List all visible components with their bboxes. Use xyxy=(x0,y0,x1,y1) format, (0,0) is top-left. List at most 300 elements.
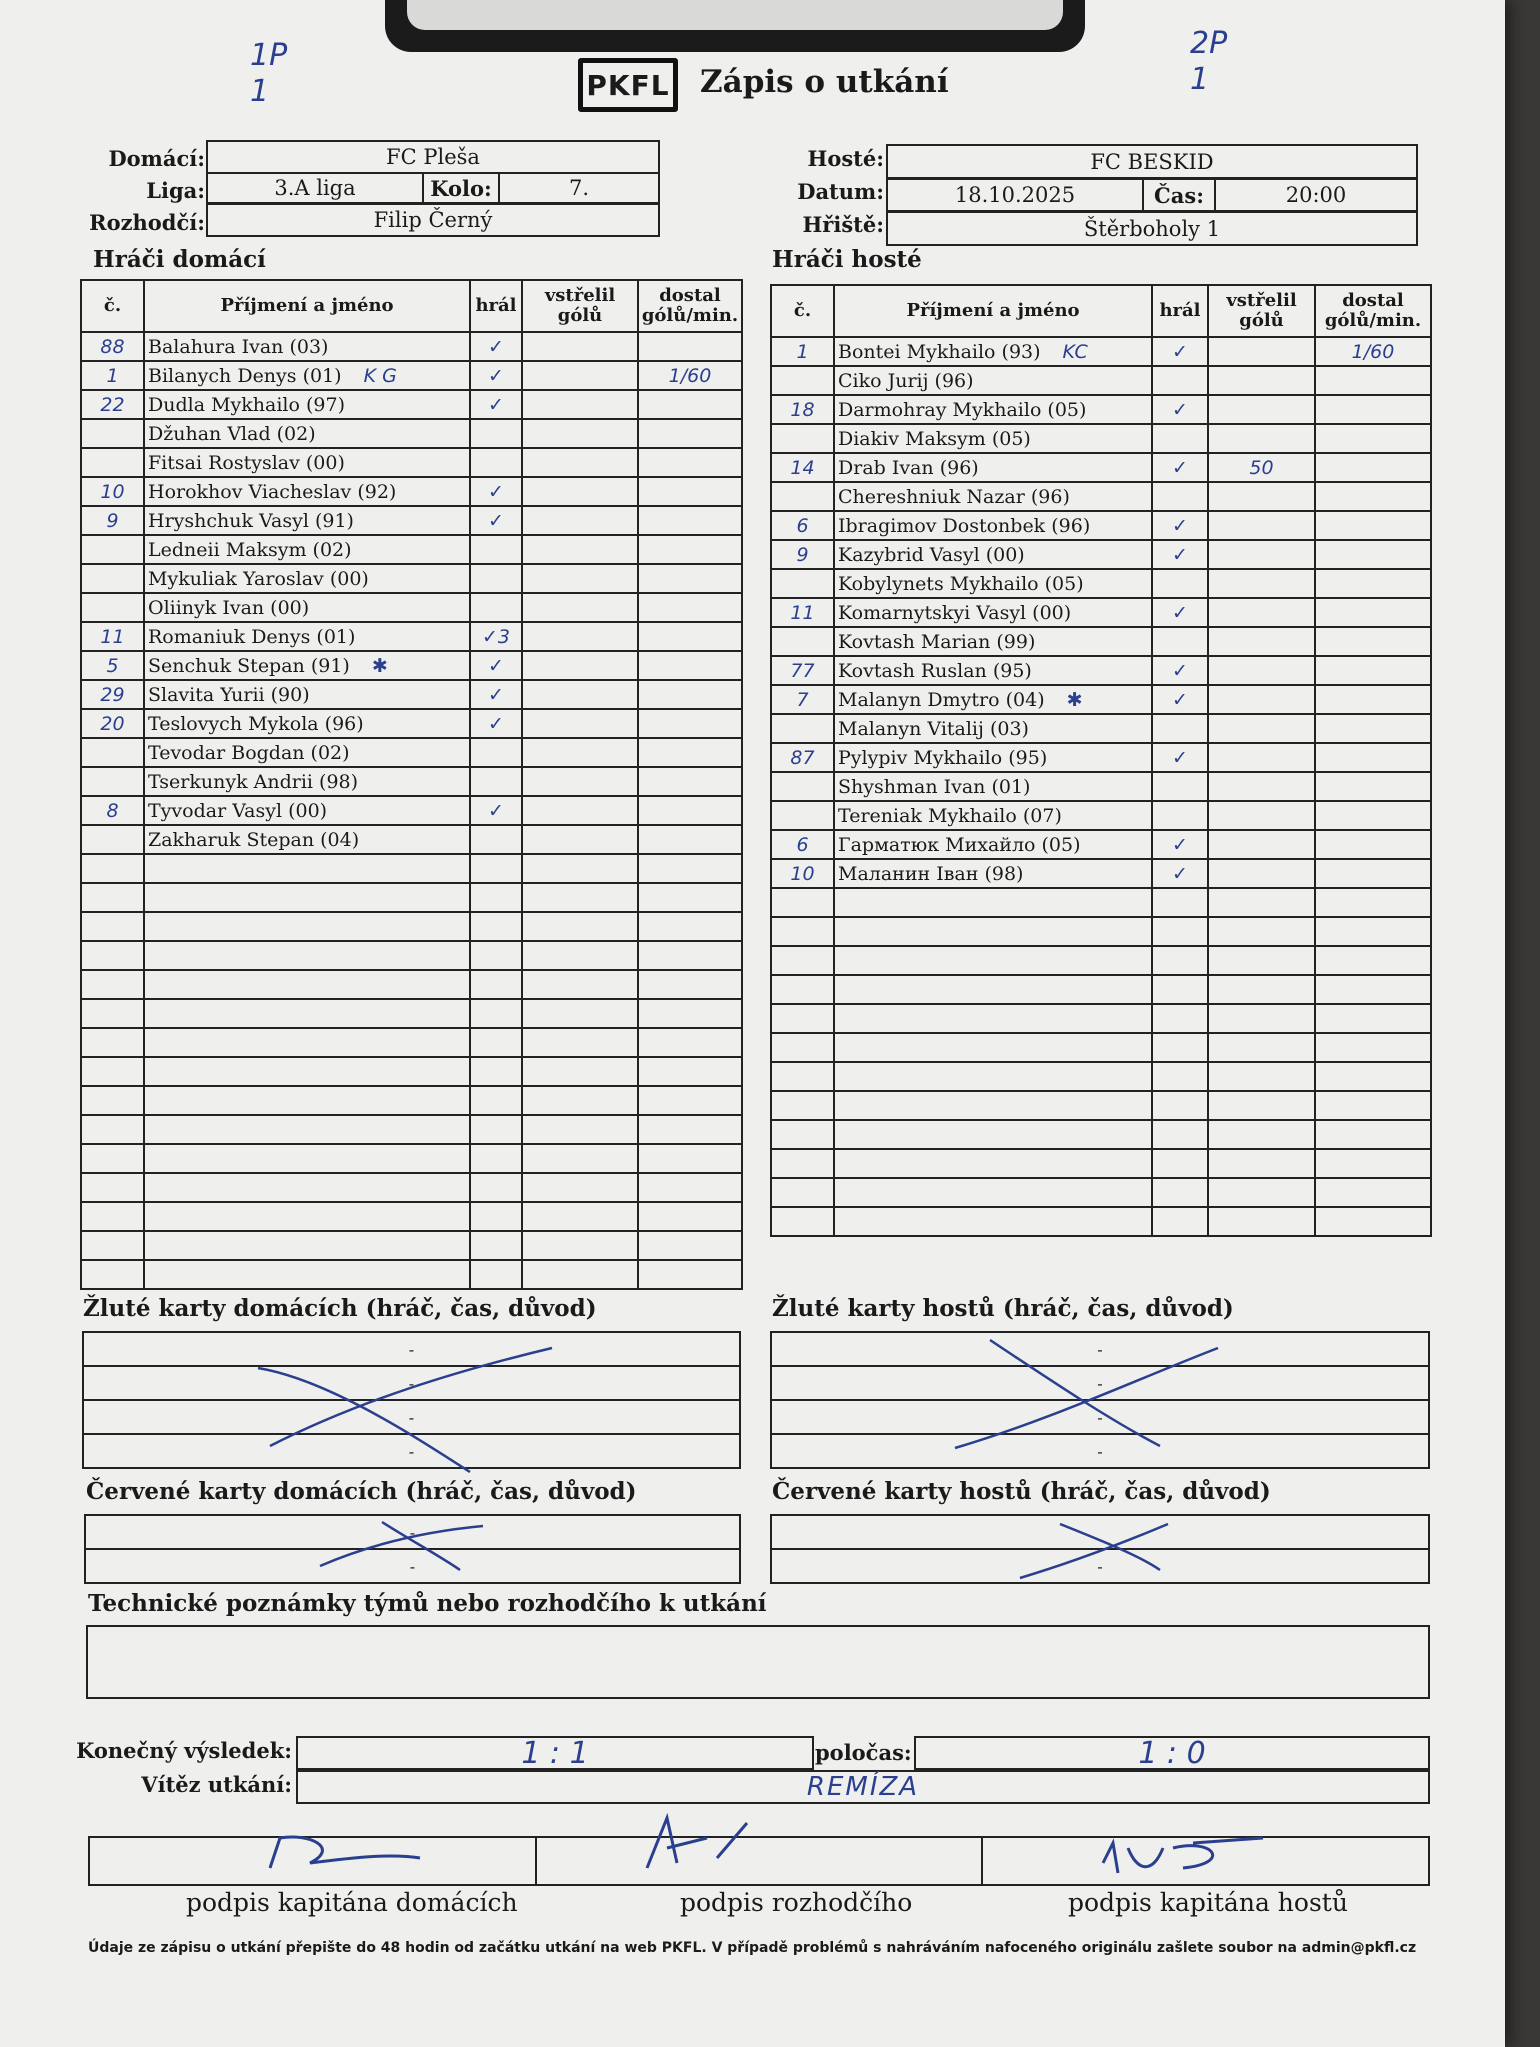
player-name xyxy=(144,1173,470,1202)
player-name xyxy=(834,482,1152,511)
goals-scored xyxy=(1208,656,1315,685)
player-name xyxy=(834,569,1152,598)
home-yellow-cards-title: Žluté karty domácích (hráč, čas, důvod) xyxy=(83,1295,597,1322)
goals-scored xyxy=(1208,801,1315,830)
player-number xyxy=(81,564,144,593)
player-number xyxy=(771,1178,834,1207)
table-row xyxy=(771,627,1431,656)
final-result-value: 1 : 1 xyxy=(521,1735,589,1771)
played-mark xyxy=(1152,1178,1208,1207)
player-name xyxy=(834,1062,1152,1091)
home-players-table xyxy=(80,279,743,1290)
played-mark xyxy=(1152,888,1208,917)
date-field: 18.10.2025 xyxy=(886,178,1144,212)
table-row xyxy=(771,424,1431,453)
player-number xyxy=(771,1062,834,1091)
goals-scored xyxy=(522,651,638,680)
goals-scored xyxy=(522,332,638,361)
table-row xyxy=(771,975,1431,1004)
page-title: Zápis o utkání xyxy=(700,64,949,100)
goals-scored xyxy=(522,622,638,651)
player-number xyxy=(771,569,834,598)
goals-conceded xyxy=(638,1260,742,1289)
referee-signature xyxy=(627,1808,827,1878)
played-mark xyxy=(470,564,522,593)
player-note: K G xyxy=(363,364,397,387)
date-label: Datum: xyxy=(797,179,884,204)
player-number xyxy=(771,1004,834,1033)
table-row xyxy=(771,598,1431,627)
player-name xyxy=(834,1207,1152,1236)
goals-conceded xyxy=(638,419,742,448)
goals-conceded xyxy=(1315,1091,1431,1120)
goals-conceded xyxy=(638,622,742,651)
player-number xyxy=(81,854,144,883)
played-mark xyxy=(1152,1062,1208,1091)
referee-signature-label: podpis rozhodčího xyxy=(680,1888,913,1917)
player-number xyxy=(81,1202,144,1231)
goals-conceded xyxy=(638,738,742,767)
table-row xyxy=(771,801,1431,830)
player-number: 11 xyxy=(771,598,834,627)
player-name xyxy=(144,506,470,535)
player-name xyxy=(834,337,1152,366)
player-number xyxy=(81,1057,144,1086)
player-number xyxy=(771,975,834,1004)
played-mark xyxy=(1152,714,1208,743)
goals-conceded xyxy=(1315,1178,1431,1207)
away-label: Hosté: xyxy=(807,146,884,171)
goals-conceded xyxy=(638,912,742,941)
played-mark: ✓3 xyxy=(470,622,522,651)
player-name xyxy=(834,1033,1152,1062)
player-name xyxy=(834,511,1152,540)
played-mark xyxy=(1152,801,1208,830)
player-number: 20 xyxy=(81,709,144,738)
player-name xyxy=(834,598,1152,627)
played-mark: ✓ xyxy=(470,361,522,390)
player-number: 8 xyxy=(81,796,144,825)
goals-conceded xyxy=(1315,598,1431,627)
played-mark xyxy=(1152,1120,1208,1149)
footer-note: Údaje ze zápisu o utkání přepište do 48 hodin od začátku utkání na web PKFL. V případě problémů s nahráváním nafoceného originálu zašlete soubor na admin@pkfl.cz xyxy=(88,1940,1417,1956)
goals-scored xyxy=(1208,714,1315,743)
card-row: - xyxy=(83,1400,740,1434)
player-name-text: Romaniuk Denys (01) xyxy=(148,625,356,648)
round-label: Kolo: xyxy=(422,172,500,204)
player-name xyxy=(834,714,1152,743)
time-field: 20:00 xyxy=(1214,178,1418,212)
player-name-text: Komarnytskyi Vasyl (00) xyxy=(838,601,1072,624)
player-name-text: Hryshchuk Vasyl (91) xyxy=(148,509,354,532)
player-name xyxy=(144,680,470,709)
table-row xyxy=(81,709,742,738)
goals-scored xyxy=(1208,1091,1315,1120)
goals-scored xyxy=(1208,888,1315,917)
player-number: 10 xyxy=(771,859,834,888)
technical-notes-title: Technické poznámky týmů nebo rozhodčího k utkání xyxy=(88,1590,767,1617)
table-row xyxy=(771,859,1431,888)
played-mark xyxy=(470,825,522,854)
goals-conceded xyxy=(638,1115,742,1144)
home-red-cards-table xyxy=(84,1514,741,1584)
goals-scored xyxy=(1208,482,1315,511)
player-name xyxy=(144,390,470,419)
goals-conceded xyxy=(638,854,742,883)
goals-conceded xyxy=(638,332,742,361)
player-number: 7 xyxy=(771,685,834,714)
winner-value: REMÍZA xyxy=(806,1772,920,1802)
played-mark xyxy=(1152,772,1208,801)
table-row xyxy=(81,1115,742,1144)
player-name xyxy=(144,448,470,477)
player-name xyxy=(144,767,470,796)
played-mark xyxy=(470,1202,522,1231)
goals-scored xyxy=(1208,511,1315,540)
card-row: - xyxy=(83,1332,740,1366)
player-number xyxy=(81,883,144,912)
player-name xyxy=(144,709,470,738)
goals-scored xyxy=(522,535,638,564)
player-name-text: Tserkunyk Andrii (98) xyxy=(148,770,359,793)
card-row: - xyxy=(83,1434,740,1468)
goals-conceded: 1/60 xyxy=(1315,337,1431,366)
home-team-field: FC Pleša xyxy=(206,140,660,174)
played-mark: ✓ xyxy=(1152,395,1208,424)
player-name-text: Zakharuk Stepan (04) xyxy=(148,828,360,851)
goals-scored xyxy=(1208,424,1315,453)
round-field: 7. xyxy=(498,172,660,204)
played-mark: ✓ xyxy=(1152,859,1208,888)
table-row xyxy=(81,1173,742,1202)
col-played: hrál xyxy=(470,280,522,332)
goals-scored xyxy=(522,883,638,912)
player-name-text: Chereshniuk Nazar (96) xyxy=(838,485,1070,508)
card-row: - xyxy=(771,1400,1429,1434)
card-row: - xyxy=(771,1549,1429,1583)
table-row xyxy=(81,1028,742,1057)
goals-conceded xyxy=(1315,917,1431,946)
card-row: - xyxy=(85,1549,740,1583)
final-result-field xyxy=(296,1736,814,1770)
table-row xyxy=(771,917,1431,946)
player-name xyxy=(144,912,470,941)
played-mark xyxy=(1152,1033,1208,1062)
goals-conceded xyxy=(1315,859,1431,888)
player-number xyxy=(771,1207,834,1236)
played-mark xyxy=(470,1173,522,1202)
played-mark: ✓ xyxy=(1152,453,1208,482)
goals-scored xyxy=(522,738,638,767)
col-name: Příjmení a jméno xyxy=(144,280,470,332)
played-mark xyxy=(1152,975,1208,1004)
goals-conceded xyxy=(638,767,742,796)
player-number: 14 xyxy=(771,453,834,482)
player-number xyxy=(81,1086,144,1115)
goals-conceded xyxy=(638,883,742,912)
player-number xyxy=(81,419,144,448)
player-name xyxy=(834,888,1152,917)
winner-field xyxy=(296,1770,1430,1804)
played-mark xyxy=(1152,482,1208,511)
goals-conceded xyxy=(638,564,742,593)
goals-scored xyxy=(1208,917,1315,946)
player-name-text: Ciko Jurij (96) xyxy=(838,369,974,392)
home-label: Domácí: xyxy=(108,146,205,171)
player-name-text: Kovtash Ruslan (95) xyxy=(838,659,1032,682)
played-mark: ✓ xyxy=(470,796,522,825)
played-mark: ✓ xyxy=(470,332,522,361)
played-mark: ✓ xyxy=(1152,830,1208,859)
player-number: 22 xyxy=(81,390,144,419)
half-time-label: poločas: xyxy=(815,1740,912,1765)
goals-conceded xyxy=(638,651,742,680)
player-number xyxy=(771,627,834,656)
player-name-text: Balahura Ivan (03) xyxy=(148,335,329,358)
goals-scored xyxy=(1208,1033,1315,1062)
goals-conceded xyxy=(638,1202,742,1231)
goals-conceded xyxy=(1315,685,1431,714)
referee-signature-box xyxy=(537,1838,984,1884)
table-row xyxy=(81,999,742,1028)
player-name xyxy=(144,883,470,912)
goals-scored xyxy=(1208,743,1315,772)
goals-conceded xyxy=(1315,1149,1431,1178)
player-name xyxy=(144,419,470,448)
goals-conceded xyxy=(638,709,742,738)
player-number xyxy=(81,1115,144,1144)
goals-scored xyxy=(522,1173,638,1202)
player-number xyxy=(771,1091,834,1120)
player-name-text: Diakiv Maksym (05) xyxy=(838,427,1031,450)
col-goals: vstřelil gólů xyxy=(522,280,638,332)
player-name xyxy=(144,1231,470,1260)
table-row xyxy=(81,767,742,796)
played-mark xyxy=(1152,917,1208,946)
player-name xyxy=(834,1149,1152,1178)
played-mark xyxy=(470,1115,522,1144)
goals-conceded xyxy=(1315,1033,1431,1062)
table-row xyxy=(81,361,742,390)
half-time-value: 1 : 0 xyxy=(1138,1735,1206,1771)
away-captain-signature xyxy=(1093,1833,1293,1883)
table-row xyxy=(771,946,1431,975)
player-number xyxy=(81,1231,144,1260)
player-name xyxy=(834,395,1152,424)
goals-conceded xyxy=(1315,772,1431,801)
table-row xyxy=(81,564,742,593)
played-mark: ✓ xyxy=(470,477,522,506)
table-row xyxy=(81,1057,742,1086)
player-name-text: Ibragimov Dostonbek (96) xyxy=(838,514,1091,537)
table-row xyxy=(81,825,742,854)
player-name xyxy=(144,622,470,651)
player-name xyxy=(144,564,470,593)
goals-conceded xyxy=(638,970,742,999)
played-mark xyxy=(1152,1091,1208,1120)
player-number xyxy=(771,917,834,946)
player-name xyxy=(834,1120,1152,1149)
player-name xyxy=(834,946,1152,975)
goals-conceded xyxy=(638,477,742,506)
player-name xyxy=(144,941,470,970)
player-name-text: Ledneii Maksym (02) xyxy=(148,538,352,561)
goals-conceded xyxy=(638,796,742,825)
table-row xyxy=(81,419,742,448)
winner-label: Vítěz utkání: xyxy=(141,1772,292,1797)
table-row xyxy=(81,970,742,999)
home-players-title: Hráči domácí xyxy=(93,246,266,273)
goals-scored xyxy=(522,506,638,535)
played-mark xyxy=(470,593,522,622)
played-mark xyxy=(1152,1149,1208,1178)
goals-conceded xyxy=(1315,366,1431,395)
played-mark: ✓ xyxy=(470,390,522,419)
player-name-text: Kobylynets Mykhailo (05) xyxy=(838,572,1084,595)
goals-conceded xyxy=(638,1231,742,1260)
player-number xyxy=(81,593,144,622)
goals-scored xyxy=(522,999,638,1028)
player-name xyxy=(834,801,1152,830)
played-mark xyxy=(470,767,522,796)
table-row xyxy=(771,1004,1431,1033)
goals-conceded xyxy=(1315,1120,1431,1149)
table-row xyxy=(81,1202,742,1231)
player-name xyxy=(834,1091,1152,1120)
player-name xyxy=(834,743,1152,772)
player-name xyxy=(144,999,470,1028)
goals-scored xyxy=(1208,366,1315,395)
player-name xyxy=(834,975,1152,1004)
player-name xyxy=(144,332,470,361)
table-row xyxy=(81,651,742,680)
player-name-text: Oliinyk Ivan (00) xyxy=(148,596,310,619)
goals-conceded xyxy=(1315,1004,1431,1033)
player-name xyxy=(834,772,1152,801)
player-number xyxy=(771,946,834,975)
col-number: č. xyxy=(81,280,144,332)
player-name-text: Slavita Yurii (90) xyxy=(148,683,310,706)
goals-conceded xyxy=(1315,569,1431,598)
goals-scored xyxy=(522,680,638,709)
goals-scored xyxy=(522,796,638,825)
played-mark: ✓ xyxy=(1152,337,1208,366)
player-name xyxy=(834,424,1152,453)
goals-conceded: 1/60 xyxy=(638,361,742,390)
player-name xyxy=(144,1086,470,1115)
table-row xyxy=(771,453,1431,482)
played-mark: ✓ xyxy=(1152,540,1208,569)
player-name-text: Kazybrid Vasyl (00) xyxy=(838,543,1025,566)
table-row xyxy=(771,1062,1431,1091)
played-mark xyxy=(470,912,522,941)
col-played: hrál xyxy=(1152,285,1208,337)
goals-scored xyxy=(1208,1149,1315,1178)
goals-scored xyxy=(522,419,638,448)
goals-scored xyxy=(1208,1120,1315,1149)
goals-scored xyxy=(1208,627,1315,656)
played-mark xyxy=(470,738,522,767)
goals-conceded xyxy=(638,506,742,535)
goals-scored xyxy=(522,1057,638,1086)
player-number xyxy=(81,912,144,941)
player-name-text: Horokhov Viacheslav (92) xyxy=(148,480,397,503)
player-name-text: Teslovych Mykola (96) xyxy=(148,712,364,735)
player-name-text: Shyshman Ivan (01) xyxy=(838,775,1031,798)
signature-row xyxy=(88,1836,1430,1886)
away-captain-signature-label: podpis kapitána hostů xyxy=(1068,1888,1348,1917)
played-mark xyxy=(470,1231,522,1260)
table-row xyxy=(81,1086,742,1115)
col-name: Příjmení a jméno xyxy=(834,285,1152,337)
player-name-text: Bilanych Denys (01) xyxy=(148,364,342,387)
played-mark xyxy=(470,854,522,883)
player-note: ✱ xyxy=(371,654,388,677)
played-mark xyxy=(470,883,522,912)
goals-conceded xyxy=(1315,627,1431,656)
table-row xyxy=(771,1149,1431,1178)
goals-conceded xyxy=(1315,540,1431,569)
pkfl-logo: PKFL xyxy=(578,58,678,112)
goals-scored: 50 xyxy=(1208,453,1315,482)
player-name xyxy=(144,651,470,680)
table-row xyxy=(771,569,1431,598)
player-name xyxy=(834,917,1152,946)
table-row xyxy=(771,482,1431,511)
played-mark xyxy=(470,970,522,999)
player-name-text: Malanyn Dmytro (04) xyxy=(838,688,1045,711)
player-name-text: Tyvodar Vasyl (00) xyxy=(148,799,328,822)
goals-conceded xyxy=(1315,1062,1431,1091)
goals-scored xyxy=(522,1028,638,1057)
table-row xyxy=(81,1144,742,1173)
card-row: - xyxy=(771,1434,1429,1468)
card-row: - xyxy=(771,1332,1429,1366)
card-row: - xyxy=(83,1366,740,1400)
goals-scored xyxy=(522,1202,638,1231)
card-row: - xyxy=(85,1515,740,1549)
player-number: 6 xyxy=(771,830,834,859)
goals-conceded xyxy=(638,1086,742,1115)
played-mark xyxy=(470,1057,522,1086)
played-mark xyxy=(1152,1207,1208,1236)
goals-scored xyxy=(1208,946,1315,975)
player-name xyxy=(144,854,470,883)
goals-conceded xyxy=(638,999,742,1028)
goals-scored xyxy=(522,361,638,390)
col-number: č. xyxy=(771,285,834,337)
goals-scored xyxy=(522,448,638,477)
away-yellow-cards-table xyxy=(770,1331,1430,1469)
goals-conceded xyxy=(1315,946,1431,975)
col-goals: vstřelil gólů xyxy=(1208,285,1315,337)
player-number: 9 xyxy=(771,540,834,569)
player-number xyxy=(81,767,144,796)
player-number: 10 xyxy=(81,477,144,506)
goals-conceded xyxy=(1315,395,1431,424)
player-number xyxy=(81,999,144,1028)
goals-scored xyxy=(522,767,638,796)
played-mark: ✓ xyxy=(470,709,522,738)
player-number: 29 xyxy=(81,680,144,709)
player-number xyxy=(81,1144,144,1173)
player-number xyxy=(81,738,144,767)
goals-scored xyxy=(522,593,638,622)
player-number xyxy=(771,1033,834,1062)
player-number: 77 xyxy=(771,656,834,685)
player-name-text: Tereniak Mykhailo (07) xyxy=(838,804,1062,827)
technical-notes-box xyxy=(86,1625,1430,1699)
